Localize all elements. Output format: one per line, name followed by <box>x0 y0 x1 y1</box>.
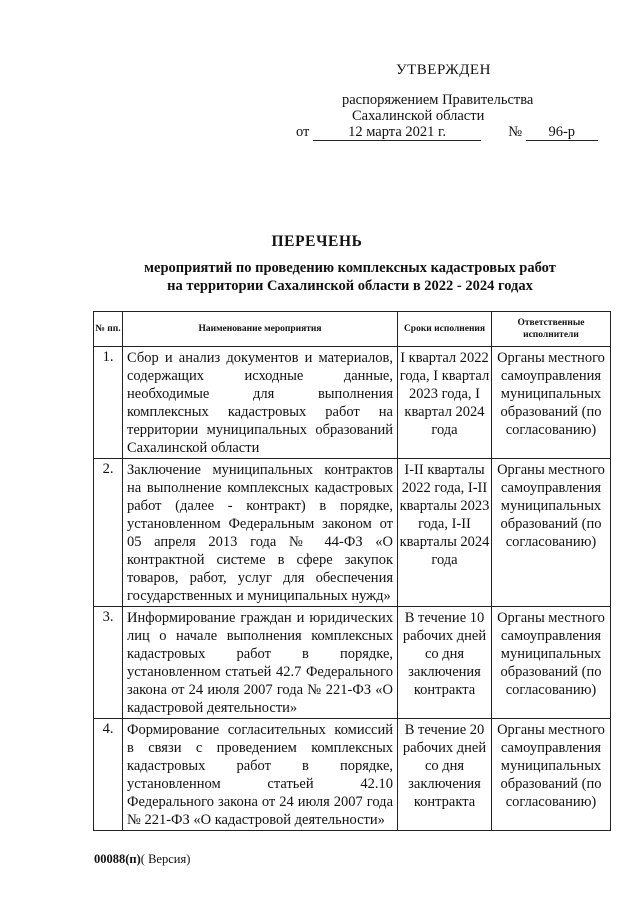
approval-date: 12 марта 2021 г. <box>313 125 481 141</box>
row-exec: Органы местного самоуправления муниципальных образований (по согласованию) <box>492 347 611 459</box>
subtitle-line-2: на территории Сахалинской области в 2022 - 2024 годах <box>167 278 533 294</box>
header-name: Наименование мероприятия <box>123 312 398 347</box>
table-row <box>94 719 611 831</box>
table-row <box>94 347 611 459</box>
header-term: Сроки исполнения <box>398 312 492 347</box>
row-term: В течение 10 рабочих дней со дня заключения контракта <box>398 607 492 719</box>
row-num: 3. <box>94 607 123 719</box>
measures-table <box>93 311 611 831</box>
approval-date-line <box>296 124 598 141</box>
document-title: ПЕРЕЧЕНЬ <box>271 233 363 250</box>
row-term: В течение 20 рабочих дней со дня заключения контракта <box>398 719 492 831</box>
from-label: от <box>296 124 310 140</box>
approval-number: 96-р <box>526 125 598 141</box>
number-label: № <box>508 124 523 140</box>
row-exec: Органы местного самоуправления муниципальных образований (по согласованию) <box>492 459 611 607</box>
row-exec: Органы местного самоуправления муниципальных образований (по согласованию) <box>492 607 611 719</box>
footer-code-line <box>94 852 190 867</box>
row-name: Формирование согласительных комиссий в связи с проведением комплексных кадастровых работ в порядке, установленном статьей 42.10 Федерального закона от 24 июля 2007 года № 221-ФЗ «О кадастровой деятельности» <box>123 719 398 831</box>
document-subtitle <box>100 259 600 295</box>
row-num: 2. <box>94 459 123 607</box>
row-num: 1. <box>94 347 123 459</box>
approval-authority: распоряжением Правительства <box>342 92 534 108</box>
row-term: I-II кварталы 2022 года, I-II кварталы 2023 года, I-II кварталы 2024 года <box>398 459 492 607</box>
table-row <box>94 459 611 607</box>
row-name: Заключение муниципальных контрактов на выполнение комплексных кадастровых работ (далее - контракт) в порядке, установленном Федеральным законом от 05 апреля 2013 года № 44-ФЗ «О контрактной системе в сфере закупок товаров, работ, услуг для обеспечения государственных и муниципальных нужд» <box>123 459 398 607</box>
table-row <box>94 607 611 719</box>
row-num: 4. <box>94 719 123 831</box>
table-header-row <box>94 312 611 347</box>
header-exec: Ответственные исполнители <box>492 312 611 347</box>
subtitle-line-1: мероприятий по проведению комплексных кадастровых работ <box>144 260 556 276</box>
row-name: Сбор и анализ документов и материалов, содержащих исходные данные, необходимые для выполнения комплексных кадастровых работ на территории муниципальных образований Сахалинской области <box>123 347 398 459</box>
approval-region: Сахалинской области <box>352 108 485 124</box>
approval-heading: УТВЕРЖДЕН <box>396 62 491 78</box>
row-name: Информирование граждан и юридических лиц о начале выполнения комплексных кадастровых работ в порядке, установленном статьей 42.7 Федерального закона от 24 июля 2007 года № 221-ФЗ «О кадастровой деятельности» <box>123 607 398 719</box>
header-num: № пп. <box>94 312 123 347</box>
row-term: I квартал 2022 года, I квартал 2023 года, I квартал 2024 года <box>398 347 492 459</box>
row-exec: Органы местного самоуправления муниципальных образований (по согласованию) <box>492 719 611 831</box>
footer-version: ( Версия) <box>140 852 191 866</box>
footer-code: 00088(п) <box>94 852 141 866</box>
